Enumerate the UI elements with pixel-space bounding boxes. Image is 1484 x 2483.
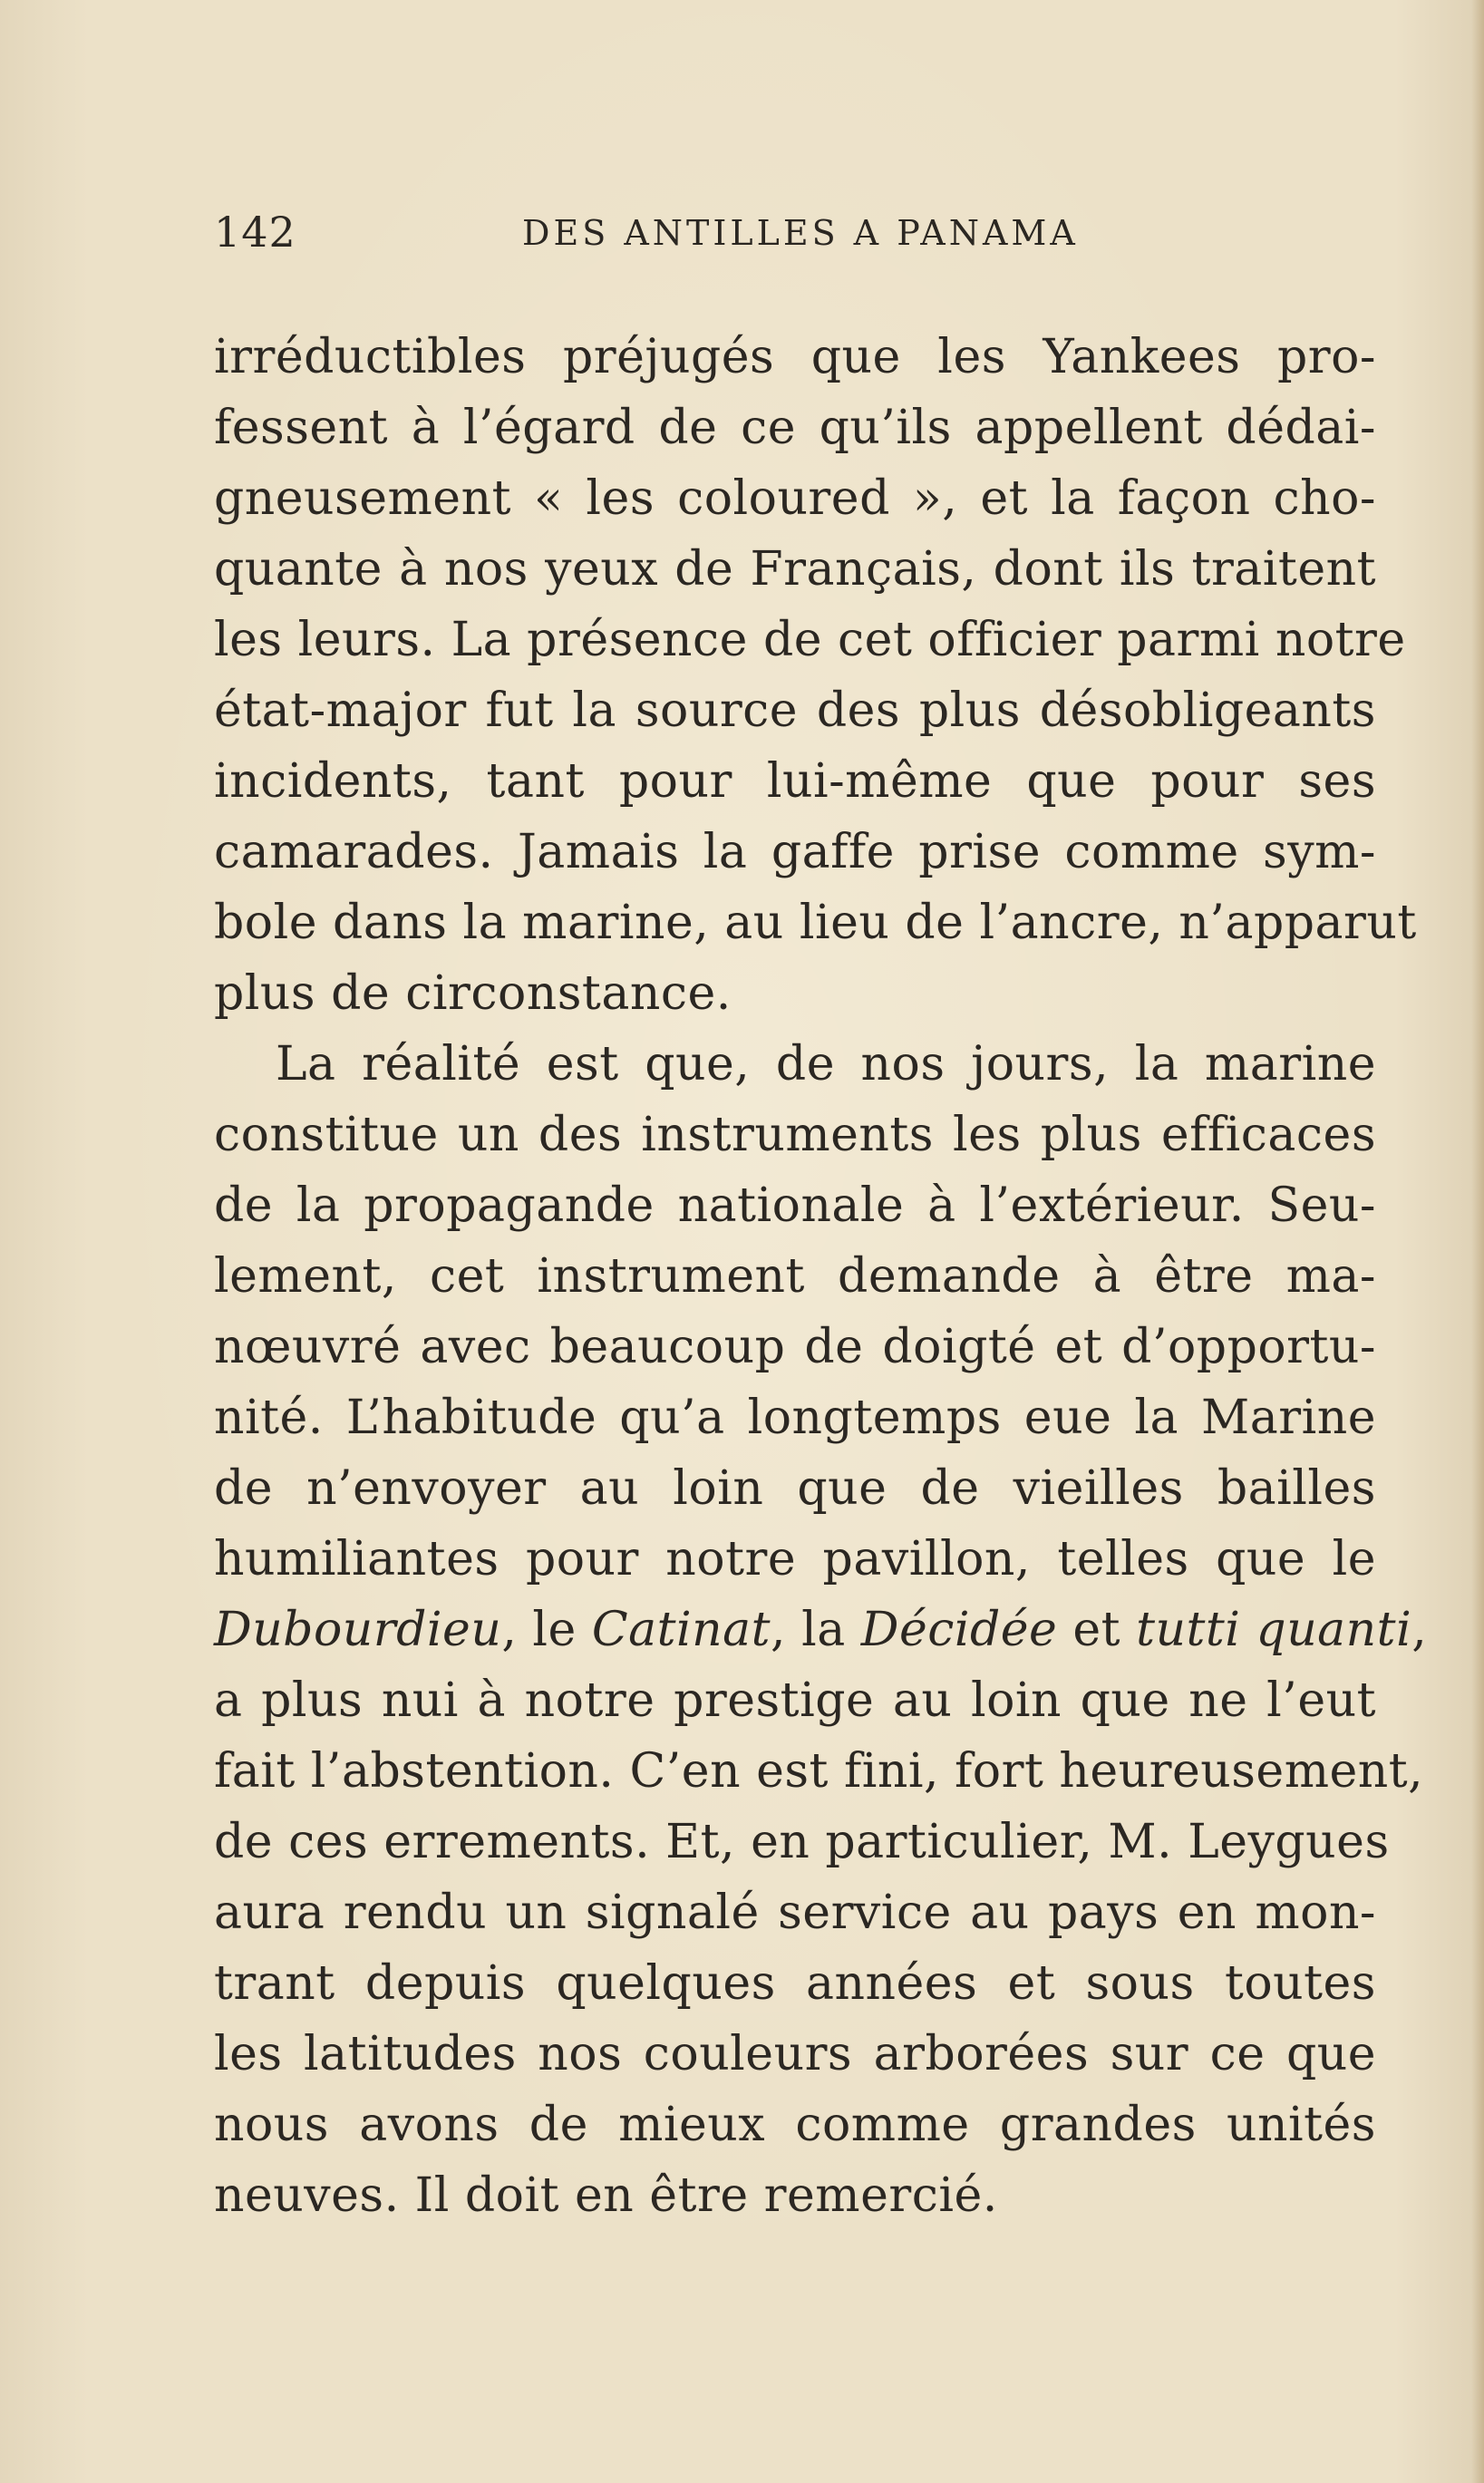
text-line: trant depuis quelques années et sous toutes (214, 1956, 1376, 2011)
latin-phrase: tutti quanti (1136, 1603, 1412, 1657)
text-line: gneusement « les coloured », et la façon cho- (214, 471, 1376, 526)
separator: , (1411, 1603, 1428, 1657)
text-line: plus de circonstance. (214, 966, 732, 1021)
text-line-italic-names (214, 1595, 1428, 1665)
text-line: incidents, tant pour lui-même que pour ses (214, 754, 1376, 809)
text-line: de n’envoyer au loin que de vieilles bailles (214, 1461, 1376, 1516)
text-line: nœuvré avec beaucoup de doigté et d’opportu- (214, 1320, 1376, 1374)
separator: et (1057, 1603, 1137, 1657)
text-line: neuves. Il doit en être remercié. (214, 2168, 998, 2223)
page-number: 142 (214, 208, 296, 257)
text-line: lement, cet instrument demande à être ma- (214, 1249, 1376, 1304)
body-text (214, 322, 1428, 2231)
running-title: DES ANTILLES A PANAMA (522, 213, 1079, 253)
text-line: camarades. Jamais la gaffe prise comme sym- (214, 825, 1376, 879)
text-line: constitue un des instruments les plus efficaces (214, 1108, 1376, 1162)
text-line: de ces errements. Et, en particulier, M. Leygues (214, 1815, 1390, 1869)
text-line: de la propagande nationale à l’extérieur. Seu- (214, 1178, 1376, 1233)
text-line: fait l’abstention. C’en est fini, fort heureusement, (214, 1744, 1424, 1799)
page-edge-shadow (1471, 0, 1484, 2483)
text-line: les latitudes nos couleurs arborées sur ce que (214, 2027, 1376, 2081)
text-line: irréductibles préjugés que les Yankees pro- (214, 330, 1376, 384)
text-line: aura rendu un signalé service au pays en mon- (214, 1886, 1376, 1940)
text-line: humiliantes pour notre pavillon, telles que le (214, 1532, 1376, 1586)
text-line: nous avons de mieux comme grandes unités (214, 2098, 1376, 2152)
text-line: état-major fut la source des plus désobligeants (214, 684, 1376, 738)
ship-name: Catinat (591, 1603, 771, 1657)
paragraph-1 (214, 322, 1417, 1029)
paragraph-2 (214, 1029, 1428, 2231)
running-head (214, 205, 1378, 259)
text-line: bole dans la marine, au lieu de l’ancre, n’apparut (214, 896, 1417, 950)
text-line: nité. L’habitude qu’a longtemps eue la Marine (214, 1391, 1376, 1445)
ship-name: Décidée (860, 1603, 1058, 1657)
separator: , la (771, 1603, 861, 1657)
separator: , le (501, 1603, 592, 1657)
ship-name: Dubourdieu (214, 1603, 502, 1657)
text-line: les leurs. La présence de cet officier parmi notre (214, 613, 1406, 667)
text-line: quante à nos yeux de Français, dont ils traitent (214, 542, 1376, 597)
text-line: fessent à l’égard de ce qu’ils appellent dédai- (214, 401, 1376, 455)
text-line: a plus nui à notre prestige au loin que ne l’eut (214, 1673, 1376, 1728)
text-line: La réalité est que, de nos jours, la marine (276, 1037, 1376, 1091)
